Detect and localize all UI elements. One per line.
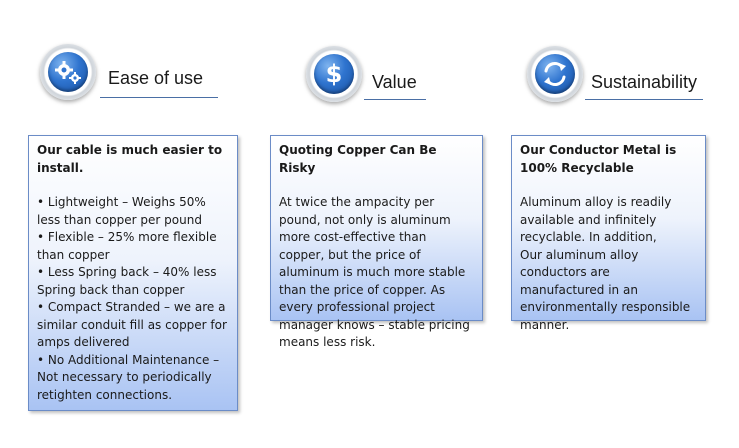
ease-of-use-title: Ease of use: [108, 68, 204, 88]
ease-of-use-card: [28, 135, 238, 411]
bullet-list: [37, 194, 229, 404]
card-title: Our cable is much easier to install.: [37, 143, 223, 175]
gears-badge: [40, 44, 96, 100]
recycle-arrows-icon: [535, 54, 575, 94]
card-title: Quoting Copper Can Be Risky: [279, 143, 437, 175]
svg-text:$: $: [325, 60, 343, 88]
recycle-badge: [527, 46, 583, 102]
sustainability-title: Sustainability: [591, 72, 698, 92]
header-underline: [364, 99, 426, 100]
body-line: Our aluminum alloy conductors are manufactured in an environmentally responsible manner.: [520, 247, 691, 332]
header-underline: [585, 99, 703, 100]
sustainability-card: [511, 135, 706, 332]
sustainability-header: [527, 46, 717, 116]
bullet-item: • No Additional Maintenance – Not necessary to periodically retighten connections.: [37, 352, 220, 402]
gears-icon: [48, 52, 88, 92]
card-body: At twice the ampacity per pound, not only is aluminum more cost-effective than copper, but the price of aluminum is much more stable than the price of copper. As every professional project manager knows – stable pricing means less risk.: [279, 195, 470, 349]
dollar-icon: [314, 54, 354, 94]
bullet-item: • Less Spring back – 40% less Spring back than copper: [37, 265, 217, 297]
value-card: [270, 135, 483, 349]
value-title: Value: [372, 72, 417, 92]
body-line: Aluminum alloy is readily available and infinitely recyclable. In addition,: [520, 195, 672, 244]
bullet-item: • Lightweight – Weighs 50% less than copper per pound: [37, 195, 206, 227]
card-title: Our Conductor Metal is 100% Recyclable: [520, 143, 677, 175]
ease-of-use-header: [40, 44, 230, 114]
header-underline: [100, 97, 218, 98]
card-body: [520, 194, 697, 334]
dollar-badge: [306, 46, 362, 102]
value-header: [306, 46, 436, 116]
bullet-item: • Compact Stranded – we are a similar conduit fill as copper for amps delivered: [37, 300, 227, 349]
bullet-item: • Flexible – 25% more flexible than copper: [37, 230, 217, 262]
